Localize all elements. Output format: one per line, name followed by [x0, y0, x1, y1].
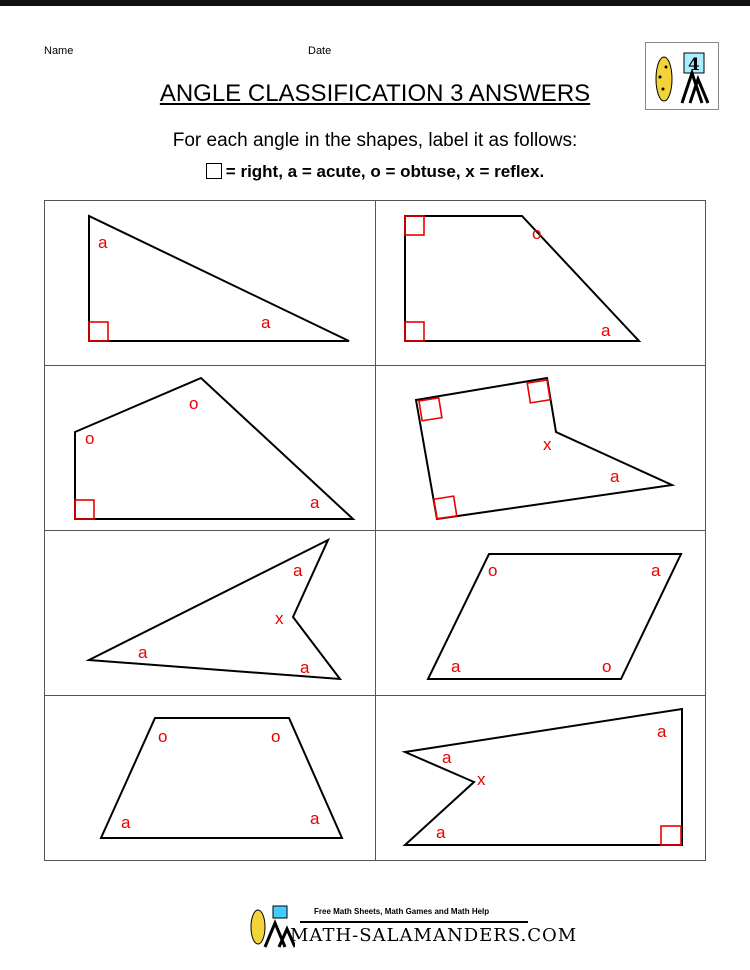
angle-label: o — [488, 561, 498, 580]
angle-label: o — [602, 657, 612, 676]
angle-label: o — [532, 224, 542, 243]
salamander-logo-icon — [245, 903, 295, 948]
angle-label: x — [275, 609, 284, 628]
right-angle-marker — [89, 322, 108, 341]
angle-label: x — [477, 770, 486, 789]
footer-site-link[interactable]: MATH-SALAMANDERS.COM — [290, 925, 578, 946]
page-title: ANGLE CLASSIFICATION 3 ANSWERS — [159, 80, 591, 107]
shape-6-parallelogram — [428, 554, 681, 679]
angle-label: a — [657, 722, 667, 741]
angle-label: o — [189, 394, 199, 413]
grid-lines — [44, 200, 706, 861]
right-angle-marker — [405, 216, 424, 235]
angle-label: a — [436, 823, 446, 842]
legend-text: = right, a = acute, o = obtuse, x = reflex. — [225, 162, 545, 181]
name-label: Name — [44, 45, 74, 57]
footer-divider — [300, 921, 528, 923]
angle-label: a — [138, 643, 148, 662]
angle-label: a — [442, 748, 452, 767]
angle-label: a — [451, 657, 461, 676]
angle-label: a — [261, 313, 271, 332]
right-angle-marker — [405, 322, 424, 341]
angle-label: a — [310, 809, 320, 828]
angle-label: o — [85, 429, 95, 448]
angle-label: a — [98, 233, 108, 252]
instructions: For each angle in the shapes, label it as follows: — [172, 130, 578, 151]
shape-1-triangle — [89, 216, 349, 341]
angle-label: a — [293, 561, 303, 580]
angle-label: a — [121, 813, 131, 832]
angle-label: a — [601, 321, 611, 340]
right-angle-marker — [75, 500, 94, 519]
angle-label: o — [271, 727, 281, 746]
right-angle-marker — [527, 380, 550, 403]
angle-label: x — [543, 435, 552, 454]
right-angle-marker — [419, 398, 442, 421]
shape-7-trapezoid — [101, 718, 342, 838]
date-label: Date — [308, 45, 332, 57]
angle-label: a — [651, 561, 661, 580]
angle-label: a — [610, 467, 620, 486]
angle-label: a — [300, 658, 310, 677]
shape-8-concave-pentagon — [405, 709, 682, 845]
right-angle-marker — [661, 826, 681, 845]
angle-label: o — [158, 727, 168, 746]
footer-tagline: Free Math Sheets, Math Games and Math Help — [314, 907, 490, 916]
grade-number: 4 — [688, 55, 700, 75]
angle-label: a — [310, 493, 320, 512]
